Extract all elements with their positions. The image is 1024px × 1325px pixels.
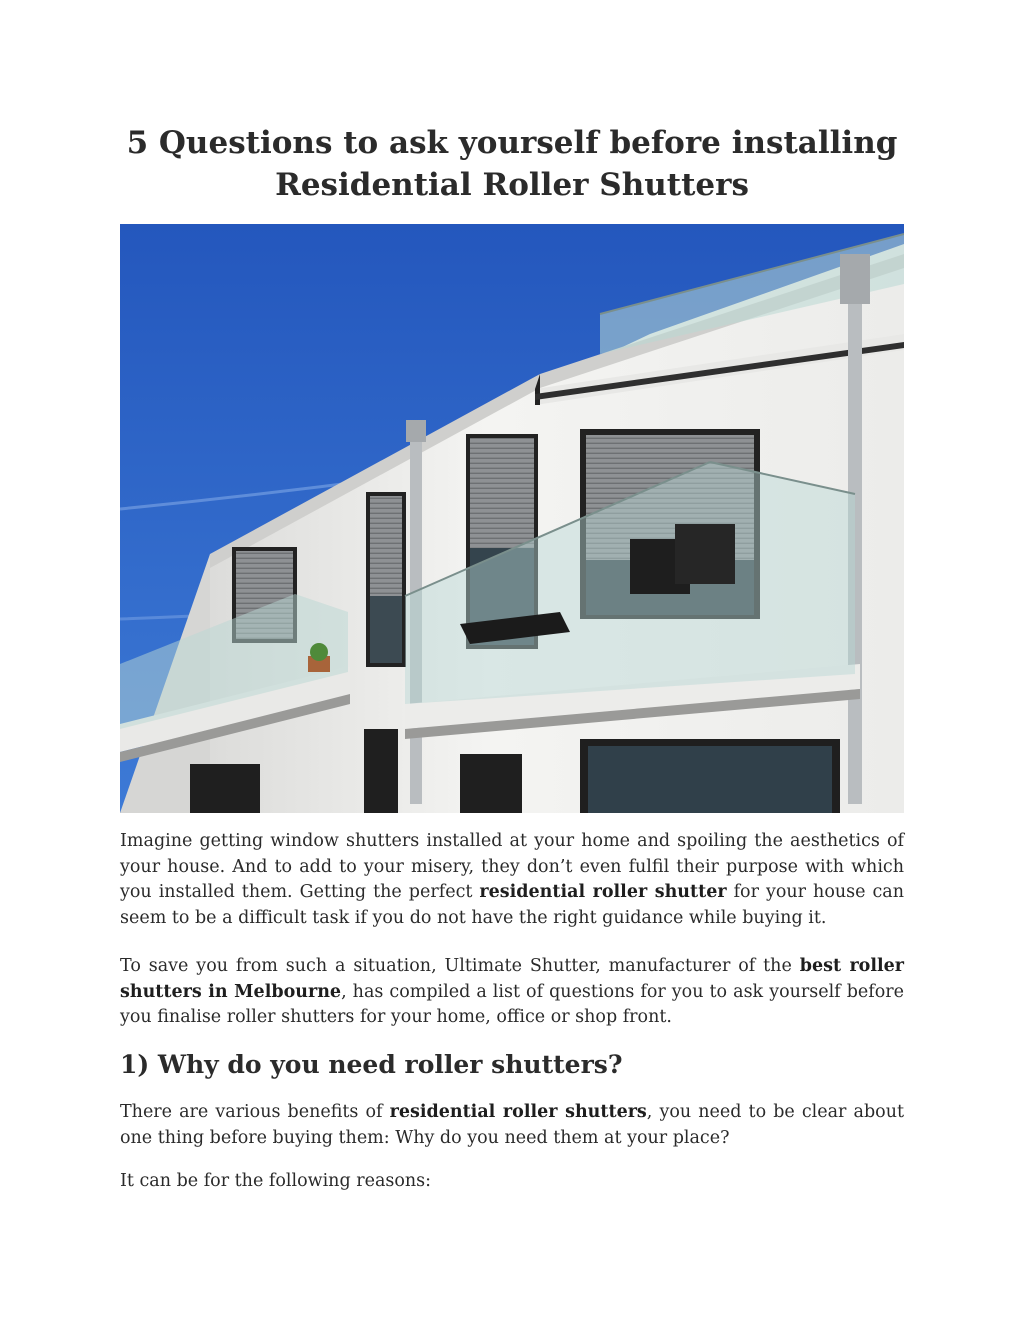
intro-text-1: Imagine getting window shutters installed at your home and spoiling the aesthetics of your house. And to add to your misery, they don’t even fulfil their purpose with which you installed them. Getting the perfect [120, 831, 904, 902]
section-1-text-1: There are various benefits of [120, 1102, 390, 1122]
intro-paragraph [120, 829, 904, 931]
intro-text-2: for your house can seem to be a difficult task if you do not have the right guidance while buying it. [120, 882, 904, 928]
title-line-2: Residential Roller Shutters [275, 167, 749, 203]
reasons-intro: It can be for the following reasons: [120, 1171, 432, 1191]
save-text-2: , has compiled a list of questions for you to ask yourself before you finalise roller shutters for your home, office or shop front. [120, 981, 904, 1027]
save-bold-term: best roller shutters in Melbourne [120, 956, 904, 1002]
section-1-text-2: , you need to be clear about one thing before buying them: Why do you need them at your place? [120, 1102, 904, 1148]
save-paragraph [120, 954, 904, 1031]
title-line-1: 5 Questions to ask yourself before installing [126, 125, 898, 161]
section-1-bold-term: residential roller shutters [389, 1102, 647, 1122]
intro-bold-term: residential roller shutter [479, 882, 727, 902]
section-1-heading: 1) Why do you need roller shutters? [120, 1050, 623, 1079]
building-photo [120, 224, 904, 813]
section-1-paragraph [120, 1100, 904, 1151]
page-title [100, 122, 924, 206]
save-text-1: To save you from such a situation, Ultimate Shutter, manufacturer of the [120, 956, 800, 976]
